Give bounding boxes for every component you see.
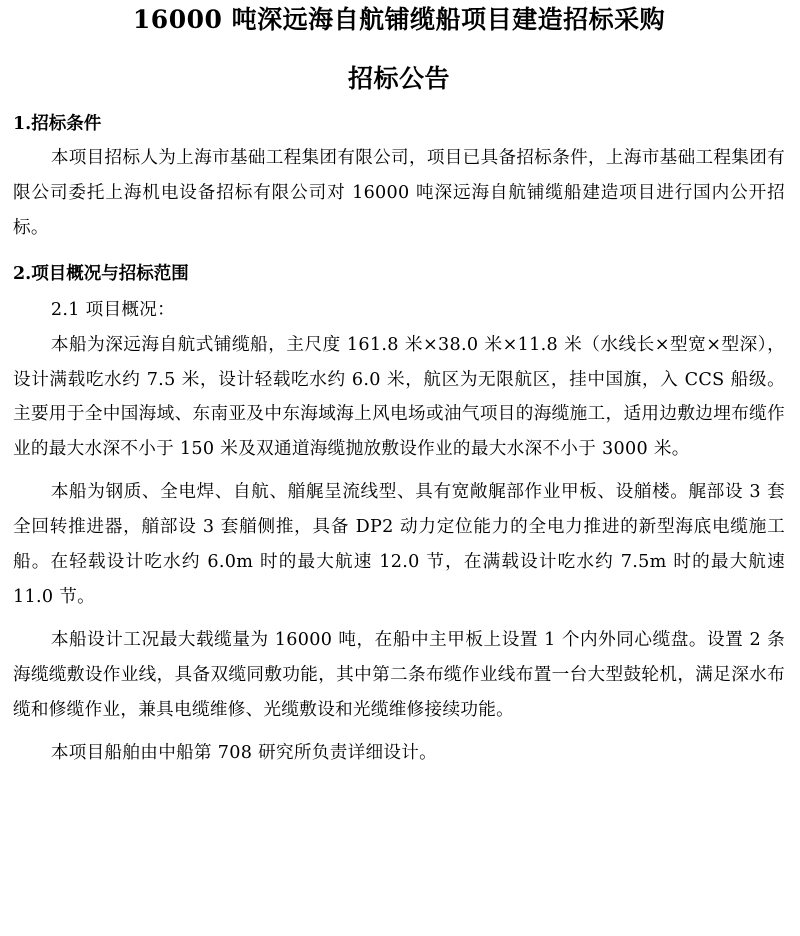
paragraph-design-institute: 本项目船舶由中船第 708 研究所负责详细设计。 [50, 742, 438, 763]
section-heading-bidding-conditions: 1.招标条件 [13, 114, 102, 134]
paragraph-ship-dimensions: 本船为深远海自航式铺缆船，主尺度 161.8 米×38.0 米×11.8 米（水线长×型宽×型深），设计满载吃水约 7.5 米，设计轻载吃水约 6.0 米，航区为无限航区，挂中国旗，入 CCS 船级。主要用于全中国海域、东南亚及中东海域海上风电场或油气项目的海缆施工，适用边敷边埋布缆作业的最大水深不小于 150 米及双通道海缆抛放敷设作业的最大水深不小于 3000 米。 [13, 334, 785, 460]
document-subtitle: 招标公告 [347, 64, 450, 93]
section-heading-project-overview: 2.项目概况与招标范围 [13, 263, 189, 284]
paragraph-bidding-conditions: 本项目招标人为上海市基础工程集团有限公司，项目已具备招标条件，上海市基础工程集团有限公司委托上海机电设备招标有限公司对 16000 吨深远海自航铺缆船建造项目进行国内公开招标。 [13, 148, 785, 238]
document-title: 16000 吨深远海自航铺缆船项目建造招标采购 [132, 5, 666, 34]
paragraph-cable-capacity: 本船设计工况最大载缆量为 16000 吨，在船中主甲板上设置 1 个内外同心缆盘。设置 2 条海缆缆敷设作业线，具备双缆同敷功能，其中第二条布缆作业线布置一台大型鼓轮机，满足深水布缆和修缆作业，兼具电缆维修、光缆敷设和光缆维修接续功能。 [13, 629, 785, 720]
subheading-project-overview: 2.1 项目概况： [50, 299, 176, 320]
paragraph-ship-propulsion: 本船为钢质、全电焊、自航、艏艉呈流线型、具有宽敞艉部作业甲板、设艏楼。艉部设 3 套全回转推进器，艏部设 3 套艏侧推，具备 DP2 动力定位能力的全电力推进的新型海底电缆施工船。在轻载设计吃水约 6.0m 时的最大航速 12.0 节，在满载设计吃水约 7.5m 时的最大航速 11.0 节。 [13, 482, 785, 607]
